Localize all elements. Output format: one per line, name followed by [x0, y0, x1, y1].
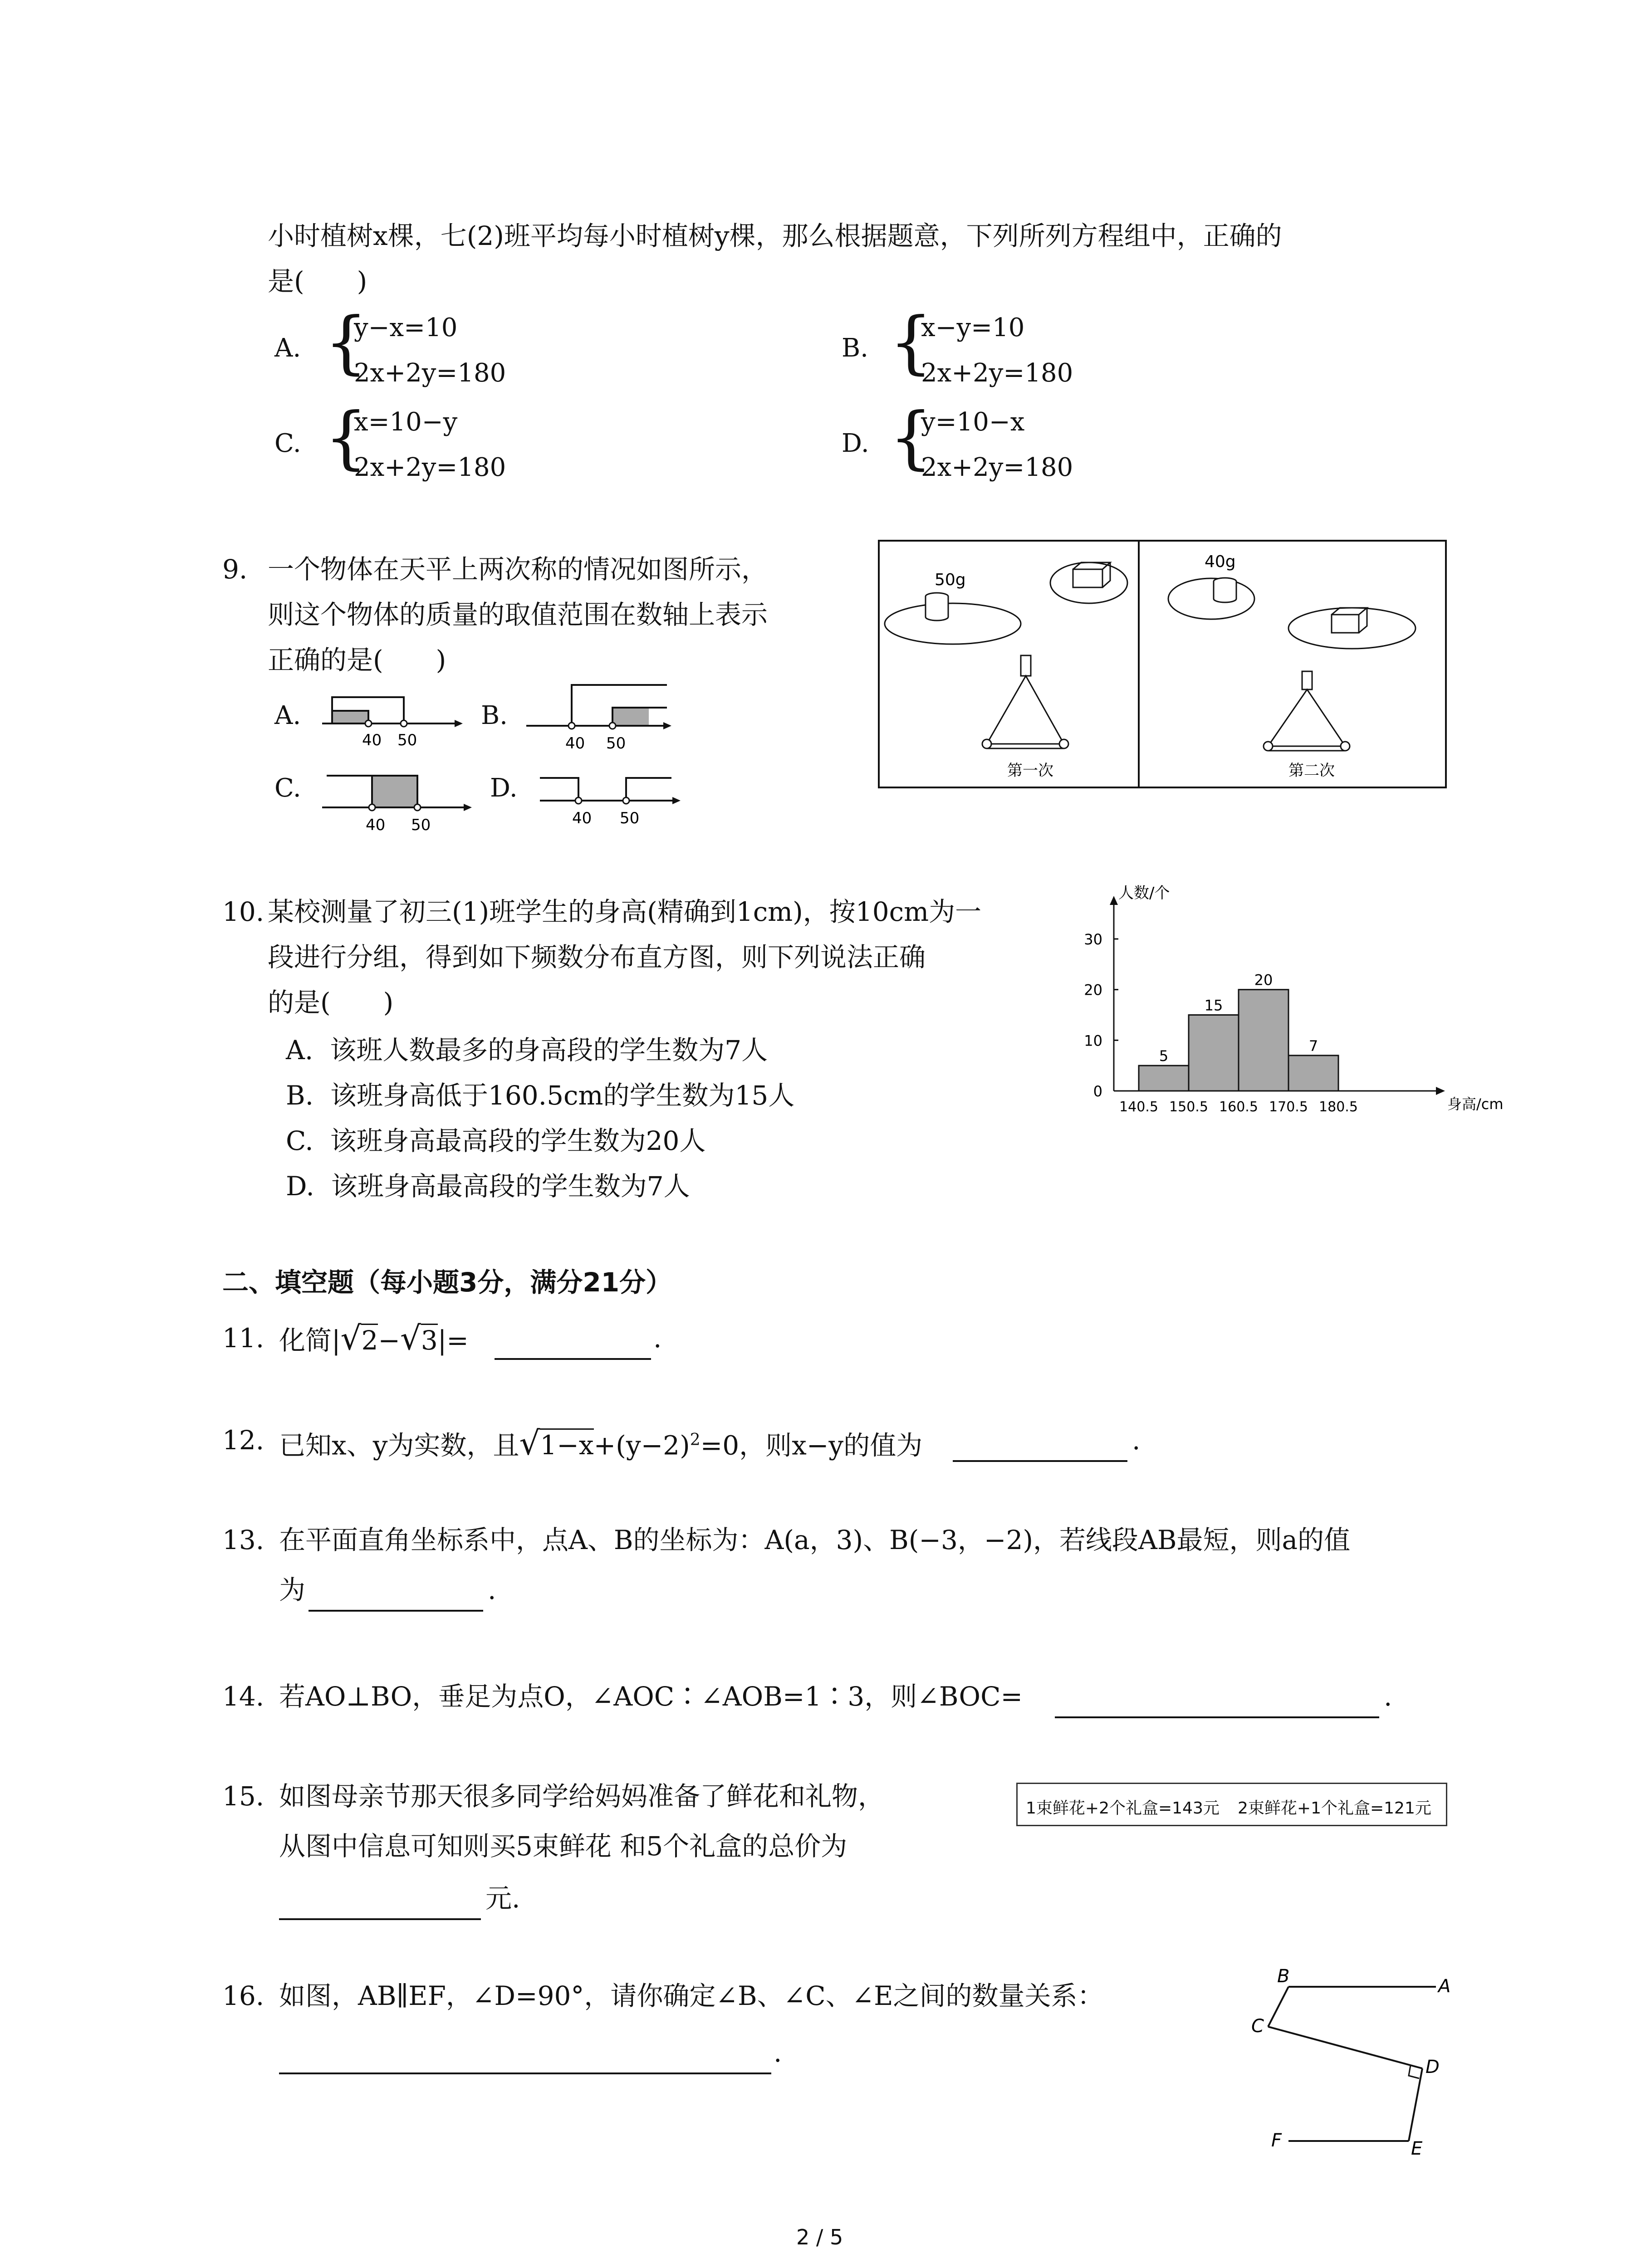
q15-info-right: 2束鲜花+1个礼盒=121元	[1238, 1799, 1431, 1818]
q12-suffix: =0，则x−y的值为	[700, 1430, 923, 1461]
q8-option-b-brace: {	[889, 303, 933, 382]
bar	[1139, 1066, 1189, 1091]
line-cd	[1268, 2027, 1422, 2068]
q8-stem-line1: 小时植树x棵，七(2)班平均每小时植树y棵，那么根据题意，下列所列方程组中，正确的	[268, 220, 1282, 251]
q15-answer-blank[interactable]	[279, 1916, 481, 1920]
y-tick-label: 0	[1093, 1083, 1102, 1100]
q13-number: 13.	[222, 1525, 265, 1555]
q11-end: .	[653, 1323, 662, 1354]
q9-stem-line2: 则这个物体的质量的取值范围在数轴上表示	[268, 599, 768, 630]
q15-unit: 元.	[485, 1883, 520, 1914]
q12-mid: +(y−2)	[593, 1430, 690, 1461]
q13-end: .	[488, 1574, 496, 1605]
bar-value-label: 5	[1159, 1047, 1169, 1065]
x-axis-arrow	[1436, 1087, 1445, 1095]
q15-number: 15.	[222, 1781, 265, 1812]
tick-50: 50	[606, 734, 626, 753]
q10-option-b[interactable]	[286, 1073, 794, 1118]
q15-stem-line2: 从图中信息可知则买5束鲜花 和5个礼盒的总价为	[279, 1831, 847, 1862]
q10-option-c-label: C.	[286, 1125, 314, 1156]
q10-stem-line1: 某校测量了初三(1)班学生的身高(精确到1cm)，按10cm为一	[268, 896, 982, 927]
point-e: E	[1411, 2138, 1423, 2159]
q11-suffix: |=	[437, 1325, 469, 1356]
q15-info-box	[1016, 1783, 1447, 1826]
q12-answer-blank[interactable]	[953, 1458, 1127, 1462]
line-de	[1409, 2068, 1422, 2141]
point-b: B	[1277, 1966, 1290, 1987]
tick-50: 50	[620, 809, 640, 827]
bar-value-label: 20	[1254, 971, 1273, 989]
q10-stem-line3: 的是( )	[268, 987, 394, 1018]
sqrt-sign-2: √	[400, 1319, 421, 1357]
q8-option-d-eq2: 2x+2y=180	[921, 453, 1073, 482]
bar	[1239, 990, 1288, 1091]
q11-answer-blank[interactable]	[495, 1356, 651, 1360]
q8-option-d-eq1: y=10−x	[921, 407, 1025, 437]
shaded-region	[612, 708, 649, 726]
q9-numberline-b[interactable]	[522, 676, 676, 758]
q8-stem-line2: 是( )	[268, 266, 367, 297]
q11-minus: −	[378, 1325, 400, 1356]
q8-option-c-eq2: 2x+2y=180	[354, 453, 506, 482]
q8-option-a-label[interactable]: A.	[274, 333, 301, 363]
q16-geometry-figure	[1239, 1964, 1452, 2159]
q14-stem: 若AO⊥BO，垂足为点O，∠AOC∶∠AOB=1∶3，则∠BOC=	[279, 1681, 1023, 1712]
point-c: C	[1251, 2016, 1264, 2037]
q10-option-b-text: 该班身高低于160.5cm的学生数为15人	[330, 1080, 795, 1111]
q12-number: 12.	[222, 1425, 265, 1456]
q8-option-a-eq1: y−x=10	[354, 313, 458, 342]
q10-option-b-label: B.	[286, 1080, 314, 1111]
q10-option-c-text: 该班身高最高段的学生数为20人	[330, 1125, 706, 1156]
point-a: A	[1438, 1976, 1451, 1997]
shaded-region	[332, 711, 368, 723]
point-f: F	[1271, 2130, 1282, 2151]
weight-40g: 40g	[1205, 552, 1236, 571]
bar-value-label: 7	[1308, 1037, 1318, 1055]
q8-option-c-eq1: x=10−y	[354, 407, 458, 437]
q9-numberline-a[interactable]	[318, 687, 467, 755]
bar-value-label: 15	[1204, 997, 1223, 1014]
q9-option-c-label[interactable]: C.	[274, 773, 301, 803]
tick-40: 40	[366, 816, 386, 834]
x-tick-label: 160.5	[1219, 1099, 1258, 1115]
q8-option-b-eq1: x−y=10	[921, 313, 1025, 342]
q9-option-d-label[interactable]: D.	[490, 773, 518, 803]
point-d: D	[1425, 2057, 1440, 2077]
q9-option-b-label[interactable]: B.	[481, 701, 508, 730]
q12-expression	[279, 1418, 922, 1468]
q13-stem-line2: 为	[279, 1574, 306, 1605]
q9-stem-line3: 正确的是( )	[268, 645, 446, 675]
q10-option-d-label: D.	[286, 1171, 314, 1202]
q11-radicand-2: 3	[421, 1324, 438, 1356]
q8-option-c-label[interactable]: C.	[274, 429, 301, 458]
q16-number: 16.	[222, 1980, 265, 2011]
q13-stem-line1: 在平面直角坐标系中，点A、B的坐标为：A(a，3)、B(−3，−2)，若线段AB最短，则a的值	[279, 1525, 1351, 1555]
q10-number: 10.	[222, 896, 265, 927]
x-tick-label: 150.5	[1169, 1099, 1208, 1115]
q11-radicand-1: 2	[361, 1324, 378, 1356]
q10-option-a[interactable]	[286, 1027, 768, 1073]
q9-number: 9.	[222, 554, 248, 585]
y-tick-label: 10	[1084, 1032, 1102, 1050]
q16-answer-blank[interactable]	[279, 2071, 771, 2074]
tick-40: 40	[565, 734, 585, 753]
q9-balance-figure	[878, 540, 1447, 789]
line-bc	[1268, 1987, 1288, 2027]
q10-option-d-text: 该班身高最高段的学生数为7人	[331, 1171, 690, 1202]
bar	[1288, 1056, 1338, 1091]
q8-option-b-eq2: 2x+2y=180	[921, 358, 1073, 388]
q11-prefix: 化简|	[279, 1325, 341, 1356]
q8-option-c-brace: {	[324, 398, 368, 477]
q15-info-left: 1束鲜花+2个礼盒=143元	[1026, 1799, 1220, 1818]
q11-number: 11.	[222, 1323, 265, 1354]
q10-option-c[interactable]	[286, 1118, 705, 1163]
q9-numberline-c[interactable]	[318, 758, 481, 835]
q11-expression	[279, 1315, 469, 1363]
tick-40: 40	[572, 809, 592, 827]
tick-50: 50	[411, 816, 431, 834]
q14-number: 14.	[222, 1681, 265, 1712]
y-axis-arrow	[1110, 896, 1118, 905]
q15-stem-line1: 如图母亲节那天很多同学给妈妈准备了鲜花和礼物，	[279, 1781, 885, 1812]
q13-answer-blank[interactable]	[309, 1608, 483, 1612]
q10-option-d[interactable]	[286, 1163, 690, 1209]
shaded-region	[372, 776, 417, 807]
q14-answer-blank[interactable]	[1055, 1715, 1379, 1718]
q10-stem-line2: 段进行分组，得到如下频数分布直方图，则下列说法正确	[268, 942, 926, 973]
sqrt-sign-1: √	[340, 1319, 362, 1357]
q10-option-a-text: 该班人数最多的身高段的学生数为7人	[330, 1035, 768, 1066]
q9-option-a-label[interactable]: A.	[274, 701, 301, 730]
q8-option-b-label[interactable]: B.	[842, 333, 868, 363]
y-tick-label: 30	[1084, 931, 1102, 948]
q12-radicand: 1−x	[540, 1428, 593, 1461]
q16-end: .	[774, 2037, 782, 2068]
section2-title: 二、填空题（每小题3分，满分21分）	[222, 1267, 672, 1298]
q8-option-d-brace: {	[889, 398, 933, 477]
tick-40: 40	[362, 731, 382, 749]
q8-option-a-brace: {	[324, 303, 368, 382]
x-tick-label: 180.5	[1319, 1099, 1358, 1115]
q10-histogram	[1062, 875, 1504, 1120]
q10-option-a-label: A.	[286, 1035, 314, 1066]
x-tick-label: 140.5	[1119, 1099, 1158, 1115]
q14-end: .	[1384, 1681, 1392, 1712]
page-number: 2 / 5	[796, 2225, 843, 2249]
q9-numberline-d[interactable]	[535, 758, 690, 835]
q12-end: .	[1132, 1425, 1141, 1456]
caption-second: 第二次	[1288, 762, 1335, 780]
y-tick-label: 20	[1084, 981, 1102, 999]
bar	[1189, 1015, 1239, 1091]
q8-option-d-label[interactable]: D.	[842, 429, 869, 458]
y-axis-label: 人数/个	[1118, 884, 1170, 902]
weight-50g: 50g	[935, 571, 966, 589]
x-tick-label: 170.5	[1269, 1099, 1308, 1115]
q12-prefix: 已知x、y为实数，且	[279, 1430, 519, 1461]
sqrt-sign: √	[519, 1424, 540, 1462]
q9-stem-line1: 一个物体在天平上两次称的情况如图所示，	[268, 554, 768, 585]
x-axis-label: 身高/cm	[1447, 1095, 1504, 1113]
tick-50: 50	[397, 731, 417, 749]
q16-stem: 如图，AB∥EF，∠D=90°，请你确定∠B、∠C、∠E之间的数量关系：	[279, 1980, 1104, 2011]
q12-exponent: 2	[690, 1431, 700, 1449]
q8-option-a-eq2: 2x+2y=180	[354, 358, 506, 388]
caption-first: 第一次	[1007, 762, 1053, 780]
